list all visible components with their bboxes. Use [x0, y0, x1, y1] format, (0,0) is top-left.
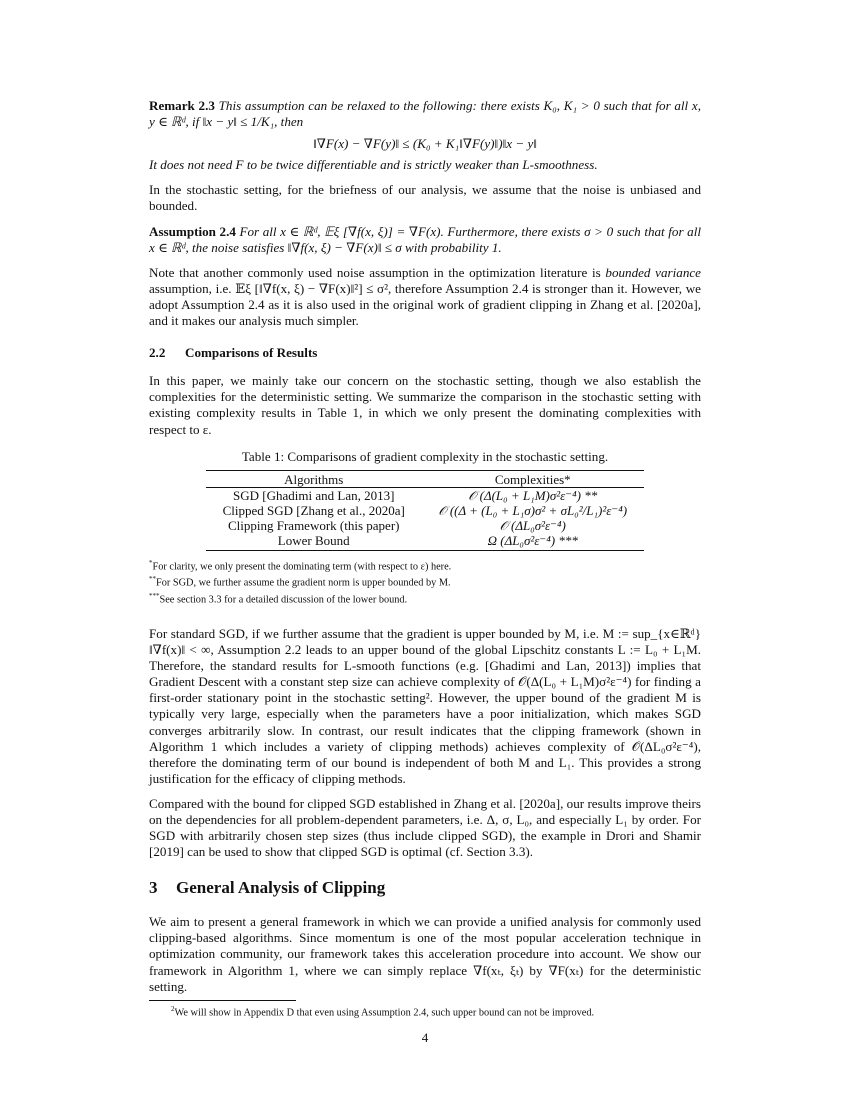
- section-2-2-title: Comparisons of Results: [185, 345, 318, 361]
- remark-label: Remark 2.3: [149, 98, 215, 113]
- noise-emph: bounded variance: [605, 264, 701, 280]
- header-algorithms: Algorithms: [206, 470, 421, 487]
- assumption-2-4: [149, 224, 701, 256]
- footnote: [149, 1003, 701, 1019]
- paper-page: [149, 98, 701, 1019]
- paragraph-noise: [149, 265, 701, 329]
- assumption-text: For all x ∈ ℝᵈ, 𝔼ξ [∇f(x, ξ)] = ∇F(x). Furthermore, there exists σ > 0 such that for all x ∈ ℝᵈ, the noise satisfies ‖∇f(x, ξ) − ∇F(x)‖ ≤ σ with probability 1.: [149, 223, 701, 255]
- table-row: [206, 533, 644, 551]
- table-note: **For SGD, we further assume the gradient norm is upper bounded by M.: [149, 575, 451, 589]
- row-complexity: 𝒪 (ΔL₀σ²ε⁻⁴): [499, 517, 566, 533]
- table-note: ***See section 3.3 for a detailed discussion of the lower bound.: [149, 591, 408, 605]
- section-2-2-heading: [149, 345, 701, 361]
- footnote-rule: [149, 1000, 296, 1001]
- table-note: *For clarity, we only present the dominating term (with respect to ε) here.: [149, 558, 452, 573]
- table-header-row: [206, 470, 644, 487]
- footnote-text: We will show in Appendix D that even using Assumption 2.4, such upper bound can not be improved.: [174, 1007, 595, 1019]
- remark-text: This assumption can be relaxed to the following: there exists K₀, K₁ > 0 such that for all x, y ∈ ℝᵈ, if ‖x − y‖ ≤ 1/K₁, then: [149, 98, 701, 130]
- paragraph-stochastic: In the stochastic setting, for the briefness of our analysis, we assume that the noise is unbiased and bounded.: [149, 182, 701, 214]
- paragraph-clipped: Compared with the bound for clipped SGD established in Zhang et al. [2020a], our results improve theirs on the dependencies for all problem-dependent parameters, i.e. Δ, σ, L₀, and especially L₁ by order. For SGD with arbitrarily chosen step sizes (thus include clipped SGD), the example in Drori and Shamir [2019] can be used to show that clipped SGD is optimal (cf. Section 3.3).: [149, 795, 701, 860]
- row-algorithm: SGD [Ghadimi and Lan, 2013]: [233, 487, 395, 503]
- section-2-2-number: 2.2: [149, 345, 166, 361]
- table-row: [206, 487, 644, 503]
- noise-before: Note that another commonly used noise assumption in the optimization literature is: [149, 264, 606, 280]
- paragraph-sgd: For standard SGD, if we further assume that the gradient is upper bounded by M, i.e. M := sup_{x∈ℝᵈ} ‖∇f(x)‖ < ∞, Assumption 2.2 leads to an upper bound of the global Lipschitz constants L := L₀ + L₁M. Therefore, the standard results for L-smooth functions (e.g. [Ghadimi and Lan, 2013]) implies that Gradient Descent with a constant step size can achieve complexity of 𝒪(Δ(L₀ + L₁M)σ²ε⁻⁴) for finding a first-order stationary point in the stochastic setting². However, the upper bound of the gradient M is typically very large, especially when the parameters have a poor initialization, which makes SGD converges arbitrarily slow. In contrast, our result indicates that the clipping framework (shown in Algorithm 1 which includes a variety of clipping methods) achieves complexity of 𝒪(ΔL₀σ²ε⁻⁴), therefore the dominating term of our bound is independent of both M and L₁. This provides a strong justification for the efficacy of clipping methods.: [149, 625, 701, 786]
- paragraph-general: We aim to present a general framework in which we can provide a unified analysis for commonly used clipping-based algorithms. Since momentum is one of the most popular acceleration technique in optimization community, our framework takes this acceleration procedure into account. We show our framework in Algorithm 1, where we can simply replace ∇f(xₜ, ξₜ) by ∇F(xₜ) for the deterministic setting.: [149, 914, 701, 994]
- section-3-heading: [149, 878, 701, 898]
- remark-2-3: [149, 98, 701, 130]
- page-number: 4: [421, 1030, 429, 1045]
- table-notes: [149, 557, 701, 606]
- row-complexity: Ω (ΔL₀σ²ε⁻⁴) ***: [421, 533, 644, 551]
- row-complexity: 𝒪 (Δ(L₀ + L₁M)σ²ε⁻⁴) **: [468, 487, 598, 503]
- table-row: [206, 518, 644, 533]
- row-algorithm: Clipping Framework (this paper): [227, 517, 400, 533]
- header-complexities: Complexities*: [421, 470, 644, 487]
- complexity-table: [206, 470, 644, 551]
- noise-after: assumption, i.e. 𝔼ξ [‖∇f(x, ξ) − ∇F(x)‖²] ≤ σ², therefore Assumption 2.4 is stronger than it. However, we adopt Assumption 2.4 as it is also used in the original work of gradient clipping in Zhang et al. [2020a], and it makes our analysis much simpler.: [149, 280, 701, 329]
- remark-equation: ‖∇F(x) − ∇F(y)‖ ≤ (K₀ + K₁‖∇F(y)‖)‖x − y‖: [313, 136, 537, 152]
- table-row: [206, 503, 644, 518]
- remark-after: It does not need F to be twice differentiable and is strictly weaker than L-smoothness.: [149, 157, 598, 173]
- paragraph-compare: In this paper, we mainly take our concern on the stochastic setting, though we also establish the complexities for the deterministic setting. We summarize the comparison in the stochastic setting with existing complexity results in Table 1, in which we only present the dominating complexities with respect to ε.: [149, 373, 701, 437]
- assumption-label: Assumption 2.4: [149, 223, 236, 239]
- section-3-title: General Analysis of Clipping: [176, 878, 386, 898]
- table-caption: Table 1: Comparisons of gradient complexity in the stochastic setting.: [241, 448, 609, 464]
- row-complexity: 𝒪 ((Δ + (L₀ + L₁σ)σ² + σL₀²/L₁)²ε⁻⁴): [438, 502, 628, 518]
- footnote-mark: 2: [171, 1004, 175, 1013]
- row-algorithm: Lower Bound: [206, 533, 421, 551]
- row-algorithm: Clipped SGD [Zhang et al., 2020a]: [222, 502, 405, 518]
- section-3-number: 3: [149, 878, 158, 898]
